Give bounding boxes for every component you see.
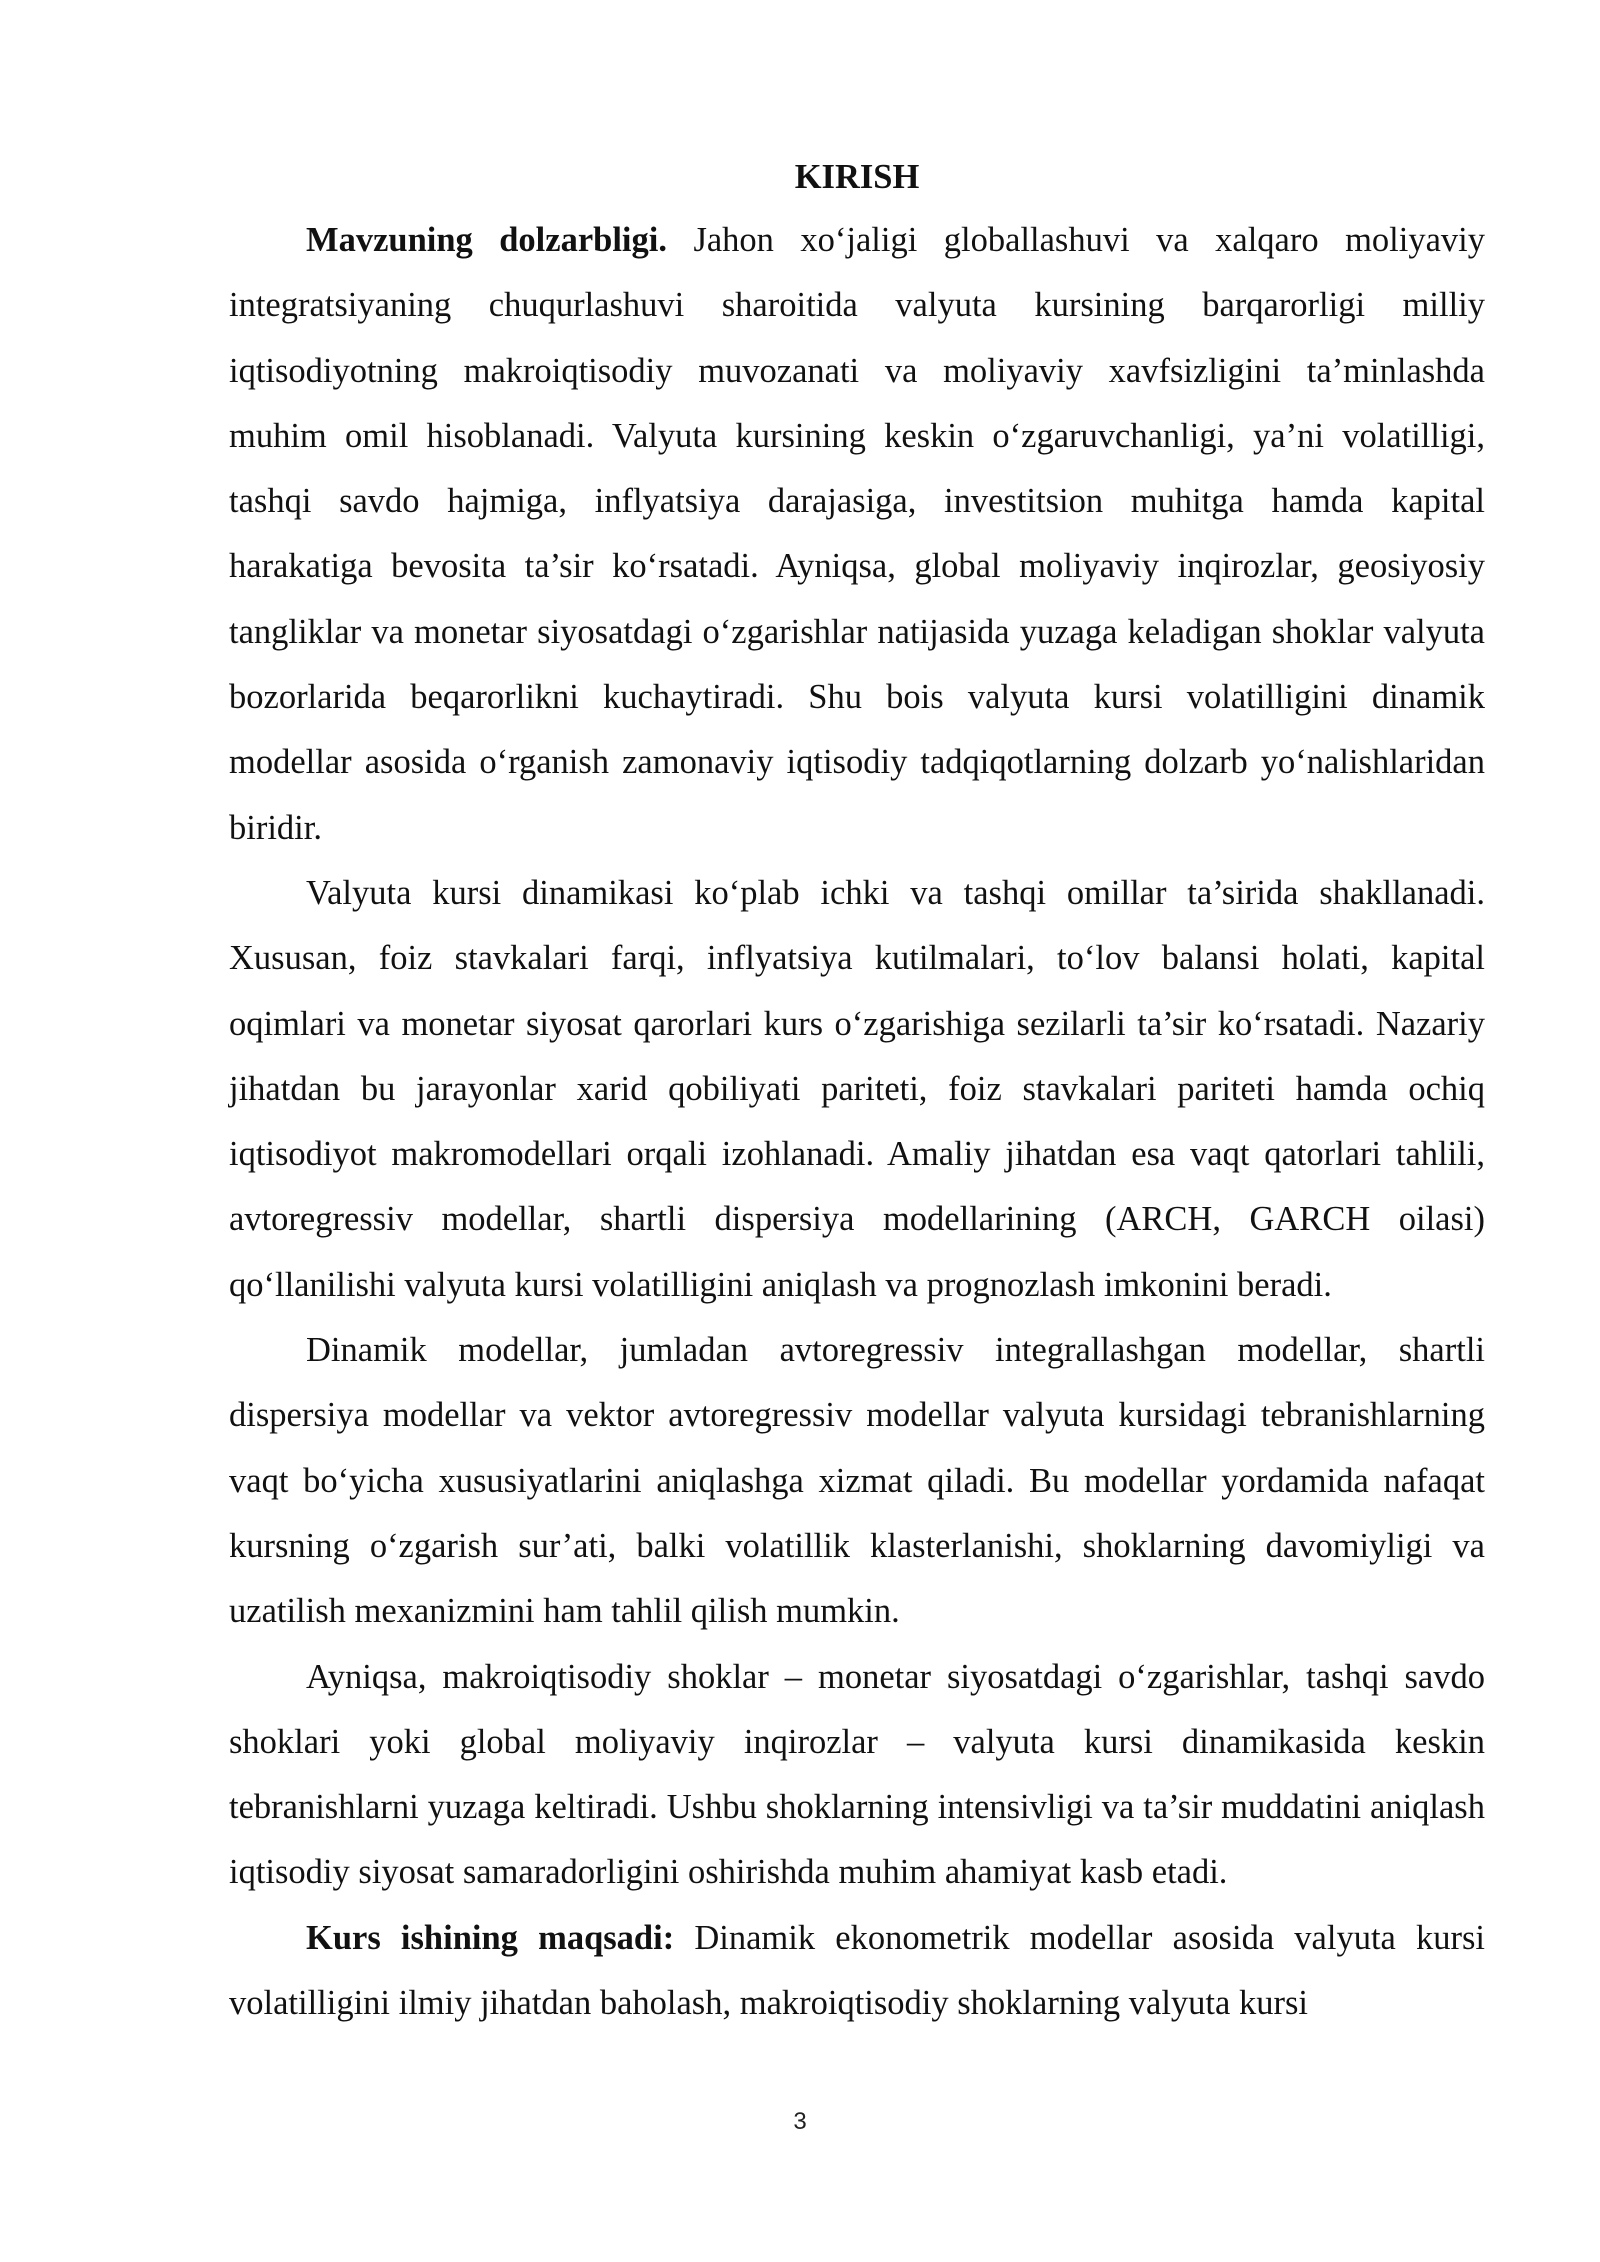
paragraph-dynamic-models [229,1318,1485,1644]
section-heading: KIRISH [794,158,920,196]
paragraph-text: Jahon xo‘jaligi globallashuvi va xalqaro moliyaviy integratsiyaning chuqurlashuvi sharoitida valyuta kursining barqarorligi milliy iqtisodiyotning makroiqtisodiy muvozanati va moliyaviy xavfsizligini ta’minlashda muhim omil hisoblanadi. Valyuta kursining keskin o‘zgaruvchanligi, ya’ni volatilligi, tashqi savdo hajmiga, inflyatsiya darajasiga, investitsion muhitga hamda kapital harakatiga bevosita ta’sir ko‘rsatadi. Ayniqsa, global moliyaviy inqirozlar, geosiyosiy tangliklar va monetar siyosatdagi o‘zgarishlar natijasida yuzaga keladigan shoklar valyuta bozorlarida beqarorlikni kuchaytiradi. Shu bois valyuta kursi volatilligini dinamik modellar asosida o‘rganish zamonaviy iqtisodiy tadqiqotlarning dolzarb yo‘nalishlaridan biridir. [229,221,1485,847]
paragraph-relevance [229,208,1485,861]
paragraph-text: Dinamik ekonometrik modellar asosida valyuta kursi volatilligini ilmiy jihatdan baholash, makroiqtisodiy shoklarning valyuta kursi [229,1918,1485,2023]
page-number: 3 [793,2108,807,2135]
paragraph-exchange-dynamics [229,861,1485,1318]
paragraph-lead: Mavzuning dolzarbligi. [306,221,667,259]
paragraph-text: Dinamik modellar, jumladan avtoregressiv integrallashgan modellar, shartli dispersiya modellar va vektor avtoregressiv modellar valyuta kursidagi tebranishlarning vaqt bo‘yicha xususiyatlarini aniqlashga xizmat qiladi. Bu modellar yordamida nafaqat kursning o‘zgarish sur’ati, balki volatillik klasterlanishi, shoklarning davomiyligi va uzatilish mexanizmini ham tahlil qilish mumkin. [229,1331,1485,1631]
paragraph-text: Ayniqsa, makroiqtisodiy shoklar – monetar siyosatdagi o‘zgarishlar, tashqi savdo shoklari yoki global moliyaviy inqirozlar – valyuta kursi dinamikasida keskin tebranishlarni yuzaga keltiradi. Ushbu shoklarning intensivligi va ta’sir muddatini aniqlash iqtisodiy siyosat samaradorligini oshirishda muhim ahamiyat kasb etadi. [229,1657,1485,1892]
paragraph-text: Valyuta kursi dinamikasi ko‘plab ichki va tashqi omillar ta’sirida shakllanadi. Xususan, foiz stavkalari farqi, inflyatsiya kutilmalari, to‘lov balansi holati, kapital oqimlari va monetar siyosat qarorlari kurs o‘zgarishiga sezilarli ta’sir ko‘rsatadi. Nazariy jihatdan bu jarayonlar xarid qobiliyati pariteti, foiz stavkalari pariteti hamda ochiq iqtisodiyot makromodellari orqali izohlanadi. Amaliy jihatdan esa vaqt qatorlari tahlili, avtoregressiv modellar, shartli dispersiya modellarining (ARCH, GARCH oilasi) qo‘llanilishi valyuta kursi volatilligini aniqlash va prognozlash imkonini beradi. [229,873,1485,1304]
paragraph-lead: Kurs ishining maqsadi: [306,1918,675,1957]
page-content [229,146,1485,2036]
paragraph-macro-shocks [229,1645,1485,1906]
paragraph-goal [229,1906,1485,2037]
